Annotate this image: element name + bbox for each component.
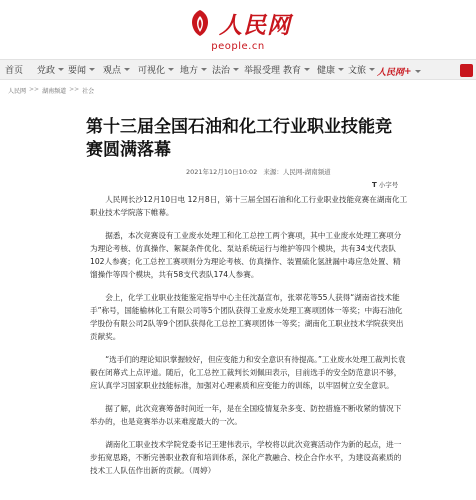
article-body: [90, 193, 408, 477]
chevron-down-icon: [338, 68, 344, 71]
chevron-down-icon: [304, 68, 310, 71]
font-size-toggle[interactable]: [372, 180, 398, 189]
nav-item-label: 首页: [5, 66, 24, 76]
nav-item-label: 文旅: [348, 66, 367, 76]
nav-item-label: 法治: [212, 66, 231, 76]
nav-item-label: 党政: [37, 66, 56, 76]
article-paragraph: 据了解，此次竞赛筹备时间近一年，是在全国疫情复杂多变、防控措施不断收紧的情况下举办的，也是竞赛举办以来难度最大的一次。: [90, 404, 402, 426]
people-plus-link[interactable]: [377, 65, 421, 78]
nav-item[interactable]: [37, 60, 64, 79]
article-paragraph: 据悉，本次竞赛设有工业废水处理工和化工总控工两个赛项，其中工业废水处理工赛项分为理论考核、仿真操作、絮凝条件优化、泵站系统运行与维护等四个模块，共有34支代表队102人参赛；化工总控工赛项则分为理论考核、仿真操作、装置硫化氢泄漏中毒应急处置、精馏操作等四个模块，共有58支代表队174人参赛。: [90, 231, 402, 279]
nav-item[interactable]: [244, 60, 280, 79]
logo-emblem-icon: [185, 8, 215, 38]
app-download-icon[interactable]: [460, 64, 473, 77]
nav-item[interactable]: [317, 60, 344, 79]
breadcrumb-separator: >>: [29, 86, 40, 93]
chevron-down-icon: [369, 68, 375, 71]
nav-item-label: 要闻: [68, 66, 87, 76]
breadcrumb-link[interactable]: 社会: [82, 88, 95, 95]
breadcrumb-link[interactable]: 湖南频道: [42, 88, 67, 95]
site-logo[interactable]: [185, 7, 291, 52]
nav-item[interactable]: [283, 60, 310, 79]
chevron-down-icon: [201, 68, 207, 71]
breadcrumb: [8, 86, 94, 95]
nav-item-label: 可视化: [138, 66, 166, 76]
logo-url: people.cn: [211, 40, 265, 52]
article-paragraph: 湖南化工职业技术学院党委书记王建伟表示，学校将以此次竞赛活动作为新的起点，进一步拓宽思路，不断完善职业教育和培训体系，深化产教融合、校企合作水平，为建设高素质的技术工人队伍作出新的贡献。（周婷）: [90, 440, 402, 475]
nav-item-label: 观点: [103, 66, 122, 76]
nav-item[interactable]: [5, 60, 23, 79]
chevron-down-icon: [89, 68, 95, 71]
chevron-down-icon: [58, 68, 64, 71]
site-header: [0, 0, 476, 58]
nav-item-label: 教育: [283, 66, 302, 76]
article-paragraph: 人民网长沙12月10日电 12月8日，第十三届全国石油和化工行业职业技能竞赛在湖南化工职业技术学院落下帷幕。: [90, 195, 408, 217]
article-meta: [186, 167, 331, 176]
publish-date: 2021年12月10日10:02: [186, 168, 258, 176]
article-paragraph: 会上，化学工业职业技能鉴定指导中心主任沈磊宣布，张翠花等55人获得“湖南省技术能手”称号，国能榆林化工有限公司等5个团队获得工业废水处理工赛项团体一等奖；中海石油化学股份有限公司2队等9个团队获得化工总控工赛项团体一等奖；湖南化工职业技术学院获突出贡献奖。: [90, 293, 404, 341]
nav-item[interactable]: [348, 60, 375, 79]
nav-item-label: 健康: [317, 66, 336, 76]
nav-item[interactable]: [138, 60, 174, 79]
nav-item[interactable]: [180, 60, 207, 79]
nav-item[interactable]: [212, 60, 239, 79]
brand-label: 人民网: [377, 68, 405, 78]
page-title: 第十三届全国石油和化工行业职业技能竞赛圆满落幕: [86, 117, 392, 160]
breadcrumb-separator: >>: [69, 86, 80, 93]
article-paragraph: “选手们的理论知识掌握较好，但应变能力和安全意识有待提高。”工业废水处理工裁判长袁毅在闭幕式上点评道。随后，化工总控工裁判长刘佩田表示，目前选手的安全防范意识不够，应认真学习国家职业技能标准，加强对心理素质和应变能力的训练，以牢固树立安全意识。: [90, 355, 406, 390]
chevron-down-icon: [415, 70, 421, 73]
nav-item-label: 地方: [180, 66, 199, 76]
article-source[interactable]: 来源：人民网-湖南频道: [263, 168, 331, 176]
logo-text: 人民网: [219, 11, 291, 39]
brand-suffix: +: [404, 66, 412, 77]
breadcrumb-link[interactable]: 人民网: [8, 88, 27, 95]
chevron-down-icon: [233, 68, 239, 71]
nav-item[interactable]: [103, 60, 130, 79]
chevron-down-icon: [124, 68, 130, 71]
nav-item[interactable]: [68, 60, 95, 79]
nav-item-label: 举报受理: [244, 66, 281, 76]
font-size-label: 小字号: [378, 181, 399, 189]
chevron-down-icon: [168, 68, 174, 71]
main-nav: [0, 59, 476, 80]
text-size-icon: T: [372, 180, 377, 189]
